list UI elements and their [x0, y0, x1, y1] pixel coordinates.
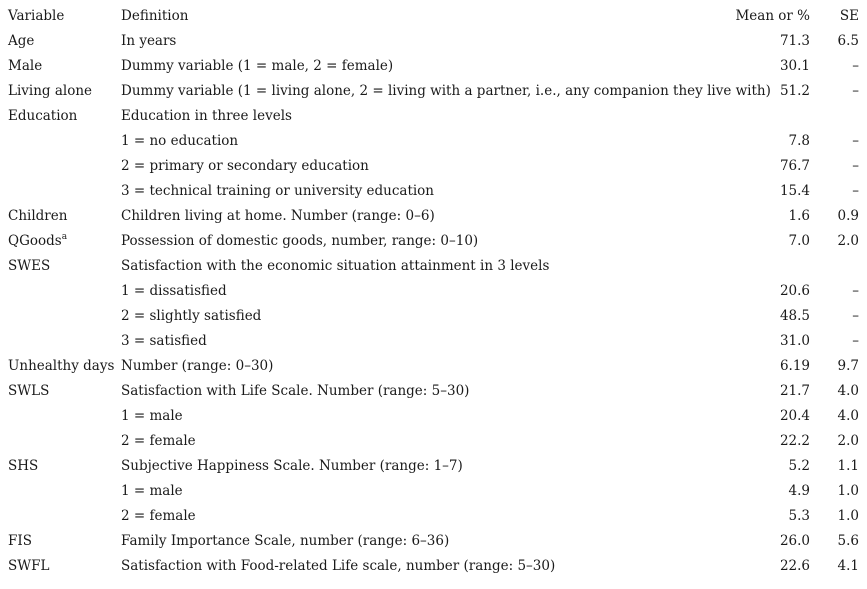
cell-definition: 1 = no education [121, 133, 239, 149]
cell-mean: 20.4 [779, 408, 810, 424]
cell-se: 4.1 [837, 558, 859, 574]
cell-se: 2.0 [837, 233, 859, 249]
table-row [0, 554, 867, 579]
cell-se: – [852, 158, 859, 174]
table-row [0, 104, 867, 129]
cell-definition: Number (range: 0–30) [121, 358, 274, 374]
cell-variable: Male [8, 58, 43, 74]
cell-mean: 31.0 [779, 333, 810, 349]
cell-mean: 26.0 [779, 533, 810, 549]
cell-definition: 1 = male [121, 408, 183, 424]
cell-variable: QGoods$^a$ [8, 232, 68, 249]
cell-se: – [852, 183, 859, 199]
cell-mean: 22.2 [779, 433, 810, 449]
cell-mean: 20.6 [779, 283, 810, 299]
cell-se: 1.0 [837, 483, 859, 499]
cell-se: 6.5 [837, 33, 859, 49]
cell-variable: Age [8, 33, 35, 49]
cell-variable: Education [8, 108, 78, 124]
table-row [0, 54, 867, 79]
table-row [0, 404, 867, 429]
cell-se: 5.6 [837, 533, 859, 549]
cell-definition: In years [121, 33, 177, 49]
cell-definition: 3 = technical training or university education [121, 183, 435, 199]
table-row [0, 304, 867, 329]
table-row [0, 204, 867, 229]
cell-se: – [852, 333, 859, 349]
cell-definition: 2 = primary or secondary education [121, 158, 369, 174]
cell-mean: 21.7 [779, 383, 810, 399]
cell-se: 4.0 [837, 383, 859, 399]
cell-definition: 2 = slightly satisfied [121, 308, 262, 324]
table-row [0, 504, 867, 529]
cell-se: 1.0 [837, 508, 859, 524]
table-row [0, 254, 867, 279]
table-row [0, 454, 867, 479]
cell-definition: Possession of domestic goods, number, range: 0–10) [121, 233, 479, 249]
cell-se: 0.9 [837, 208, 859, 224]
table-row [0, 379, 867, 404]
cell-definition: 1 = dissatisfied [121, 283, 227, 299]
cell-mean: 22.6 [779, 558, 810, 574]
cell-definition: Satisfaction with Food-related Life scale, number (range: 5–30) [121, 558, 556, 574]
header-variable: Variable [8, 8, 65, 24]
cell-se: – [852, 58, 859, 74]
cell-se: 4.0 [837, 408, 859, 424]
header-definition: Definition [121, 8, 189, 24]
cell-mean: 5.3 [788, 508, 810, 524]
cell-definition: Dummy variable (1 = living alone, 2 = living with a partner, i.e., any companion they live with) [121, 83, 771, 99]
cell-se: – [852, 308, 859, 324]
cell-definition: Satisfaction with Life Scale. Number (range: 5–30) [121, 383, 470, 399]
table-row [0, 154, 867, 179]
cell-definition: Education in three levels [121, 108, 292, 124]
header-se: SE [839, 8, 859, 24]
cell-mean: 48.5 [779, 308, 810, 324]
cell-definition: Children living at home. Number (range: 0–6) [121, 208, 435, 224]
table-row [0, 179, 867, 204]
cell-variable: Living alone [8, 83, 93, 99]
cell-mean: 6.19 [779, 358, 810, 374]
cell-variable: Children [8, 208, 68, 224]
cell-se: – [852, 283, 859, 299]
header-mean: Mean or % [735, 8, 810, 24]
cell-definition: 1 = male [121, 483, 183, 499]
cell-mean: 30.1 [779, 58, 810, 74]
table-row [0, 529, 867, 554]
cell-se: 9.7 [837, 358, 859, 374]
cell-definition: 3 = satisfied [121, 333, 207, 349]
table-row [0, 129, 867, 154]
table-row [0, 79, 867, 104]
table-row [0, 429, 867, 454]
cell-definition: Satisfaction with the economic situation attainment in 3 levels [121, 258, 550, 274]
cell-mean: 7.8 [788, 133, 810, 149]
cell-variable: SHS [8, 458, 39, 474]
cell-mean: 71.3 [779, 33, 810, 49]
cell-definition: Dummy variable (1 = male, 2 = female) [121, 58, 394, 74]
cell-se: – [852, 83, 859, 99]
table-row [0, 29, 867, 54]
table-row [0, 229, 867, 254]
cell-variable: Unhealthy days [8, 358, 115, 374]
cell-variable: SWES [8, 258, 51, 274]
table-row [0, 479, 867, 504]
cell-mean: 7.0 [788, 233, 810, 249]
cell-definition: 2 = female [121, 508, 196, 524]
table-row [0, 279, 867, 304]
cell-definition: Family Importance Scale, number (range: 6–36) [121, 533, 450, 549]
table-row [0, 354, 867, 379]
table-row [0, 329, 867, 354]
cell-variable: SWLS [8, 383, 50, 399]
cell-mean: 5.2 [788, 458, 810, 474]
cell-mean: 1.6 [788, 208, 810, 224]
cell-definition: Subjective Happiness Scale. Number (range: 1–7) [121, 458, 463, 474]
cell-variable: SWFL [8, 558, 50, 574]
cell-se: 2.0 [837, 433, 859, 449]
cell-mean: 51.2 [779, 83, 810, 99]
cell-se: – [852, 133, 859, 149]
footnote-marker: a [61, 232, 68, 242]
cell-mean: 15.4 [779, 183, 810, 199]
cell-mean: 4.9 [788, 483, 810, 499]
cell-definition: 2 = female [121, 433, 196, 449]
cell-se: 1.1 [837, 458, 859, 474]
cell-variable: FIS [8, 533, 32, 549]
table-header-row [0, 4, 867, 29]
cell-mean: 76.7 [779, 158, 810, 174]
